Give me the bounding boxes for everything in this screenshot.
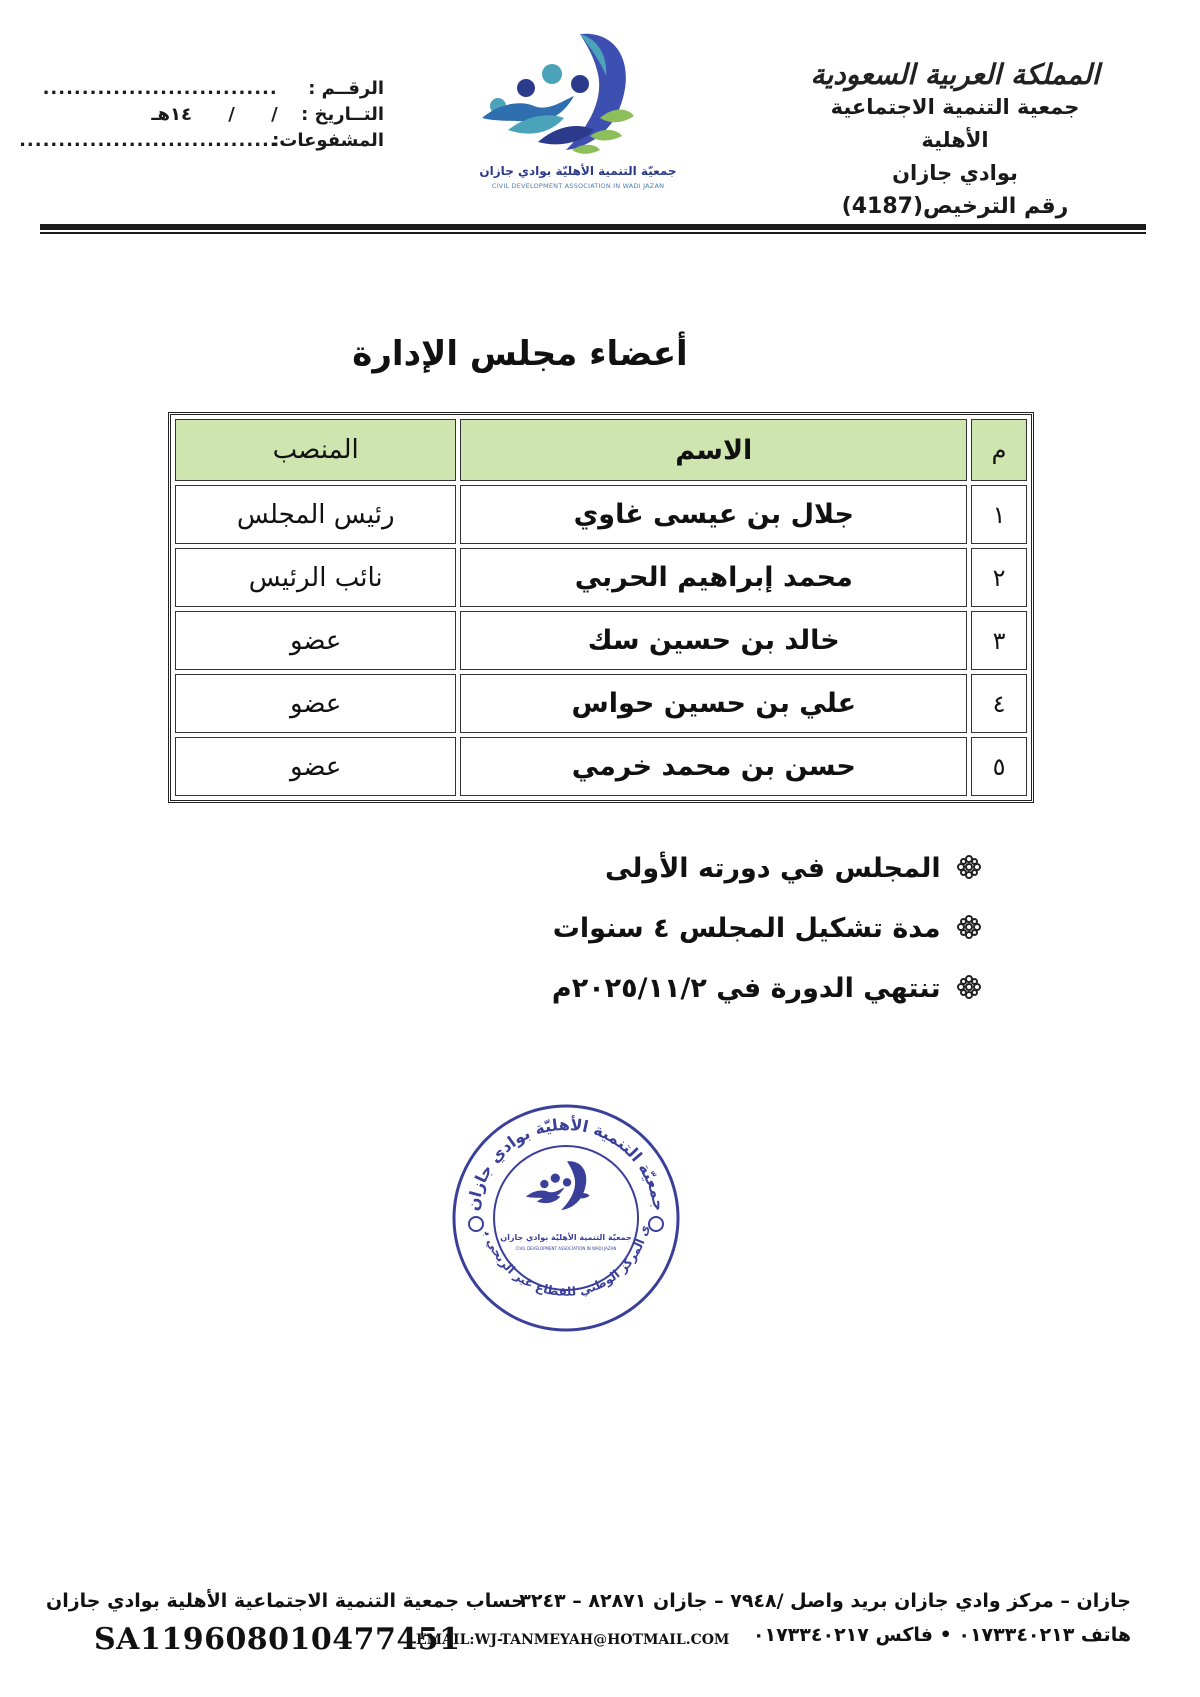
association-place: بوادي جازان bbox=[892, 161, 1018, 185]
list-item bbox=[552, 966, 982, 1026]
footer-contact-line bbox=[46, 1622, 1131, 1657]
list-item bbox=[552, 846, 982, 906]
member-name: جلال بن عيسى غاوي bbox=[460, 485, 967, 544]
footer-address-line bbox=[46, 1590, 1131, 1612]
date-row bbox=[54, 102, 384, 128]
member-name: حسن بن محمد خرمي bbox=[460, 737, 967, 796]
flower-bullet-icon bbox=[956, 974, 982, 1000]
member-position: نائب الرئيس bbox=[175, 548, 456, 607]
logo-caption-arabic: جمعيّة التنمية الأهليّة بوادي جازان bbox=[479, 164, 677, 178]
attachments-label: المشفوعات: bbox=[272, 130, 384, 151]
note-text: تنتهي الدورة في ٢٠٢٥/١١/٢م bbox=[551, 973, 941, 1004]
stamp-seal-icon bbox=[448, 1100, 684, 1336]
reference-row bbox=[42, 76, 384, 102]
table-row bbox=[175, 737, 1027, 796]
member-number: ١ bbox=[971, 485, 1027, 544]
flower-bullet-icon bbox=[956, 914, 982, 940]
member-position: رئيس المجلس bbox=[175, 485, 456, 544]
letterhead-org-block bbox=[805, 58, 1105, 223]
footer-account-label: حساب جمعية التنمية الاجتماعية الأهلية بوادي جازان bbox=[46, 1590, 525, 1612]
seal-inner-english: CIVIL DEVELOPMENT ASSOCIATION IN WADI JAZAN bbox=[515, 1246, 617, 1251]
member-position: عضو bbox=[175, 737, 456, 796]
column-header-name: الاسم bbox=[460, 419, 967, 481]
association-logo bbox=[468, 26, 688, 196]
attachments-value: ................................. bbox=[19, 130, 278, 151]
date-value: / / ١٤هـ bbox=[151, 104, 278, 125]
reference-label: الرقــم : bbox=[308, 78, 384, 99]
member-name: علي بن حسين حواس bbox=[460, 674, 967, 733]
note-text: مدة تشكيل المجلس ٤ سنوات bbox=[552, 913, 941, 944]
footer-phones: هاتف ٠١٧٣٣٤٠٢١٣ • فاكس ٠١٧٣٣٤٠٢١٧ bbox=[752, 1624, 1131, 1646]
logo-caption-english: CIVIL DEVELOPMENT ASSOCIATION IN WADI JAZAN bbox=[491, 182, 665, 190]
association-name: جمعية التنمية الاجتماعية الأهلية bbox=[830, 95, 1080, 152]
header-divider bbox=[40, 224, 1146, 230]
member-number: ٤ bbox=[971, 674, 1027, 733]
footer-iban: SA119608010477451 bbox=[94, 1622, 461, 1657]
license-number: رقم الترخيص(4187) bbox=[841, 194, 1069, 219]
reference-block bbox=[19, 76, 384, 154]
footer-address: جازان – مركز وادي جازان بريد واصل /٧٩٤٨ – جازان ٨٢٨٧١ – ٣٢٤٣ bbox=[519, 1590, 1131, 1612]
member-position: عضو bbox=[175, 674, 456, 733]
header-divider-thin bbox=[40, 232, 1146, 234]
column-header-position: المنصب bbox=[175, 419, 456, 481]
member-position: عضو bbox=[175, 611, 456, 670]
seal-inner-arabic: جمعيّة التنمية الأهليّة بوادي جازان bbox=[500, 1233, 632, 1242]
column-header-number: م bbox=[971, 419, 1027, 481]
flower-bullet-icon bbox=[956, 854, 982, 880]
list-item bbox=[552, 906, 982, 966]
note-text: المجلس في دورته الأولى bbox=[604, 853, 941, 884]
footer-email: EMAIL:WJ-TANMEYAH@HOTMAIL.COM bbox=[416, 1632, 730, 1648]
table-header-row bbox=[175, 419, 1027, 481]
table-row bbox=[175, 611, 1027, 670]
date-label: التــاريخ : bbox=[301, 104, 384, 125]
table-row bbox=[175, 485, 1027, 544]
attachments-row bbox=[19, 128, 384, 154]
council-notes bbox=[552, 846, 982, 1026]
svg-text:جمعيّة التنمية الأهليّة بوادي bbox=[463, 1115, 669, 1212]
kingdom-calligraphy: المملكة العربية السعودية bbox=[810, 58, 1100, 91]
seal-bottom-text: ى المركز الوطني للقطاع غير الربحي ب bbox=[481, 1223, 652, 1299]
member-name: خالد بن حسين سك bbox=[460, 611, 967, 670]
member-number: ٣ bbox=[971, 611, 1027, 670]
board-members-table bbox=[168, 412, 1034, 803]
member-number: ٥ bbox=[971, 737, 1027, 796]
seal-ring-text: جمعيّة التنمية الأهليّة بوادي جازان bbox=[463, 1114, 669, 1213]
table-row bbox=[175, 674, 1027, 733]
member-number: ٢ bbox=[971, 548, 1027, 607]
official-stamp bbox=[448, 1100, 684, 1336]
page-title: أعضاء مجلس الإدارة bbox=[352, 334, 688, 374]
reference-value: .............................. bbox=[42, 78, 278, 99]
table-row bbox=[175, 548, 1027, 607]
member-name: محمد إبراهيم الحربي bbox=[460, 548, 967, 607]
logo-figures-icon bbox=[468, 26, 688, 166]
